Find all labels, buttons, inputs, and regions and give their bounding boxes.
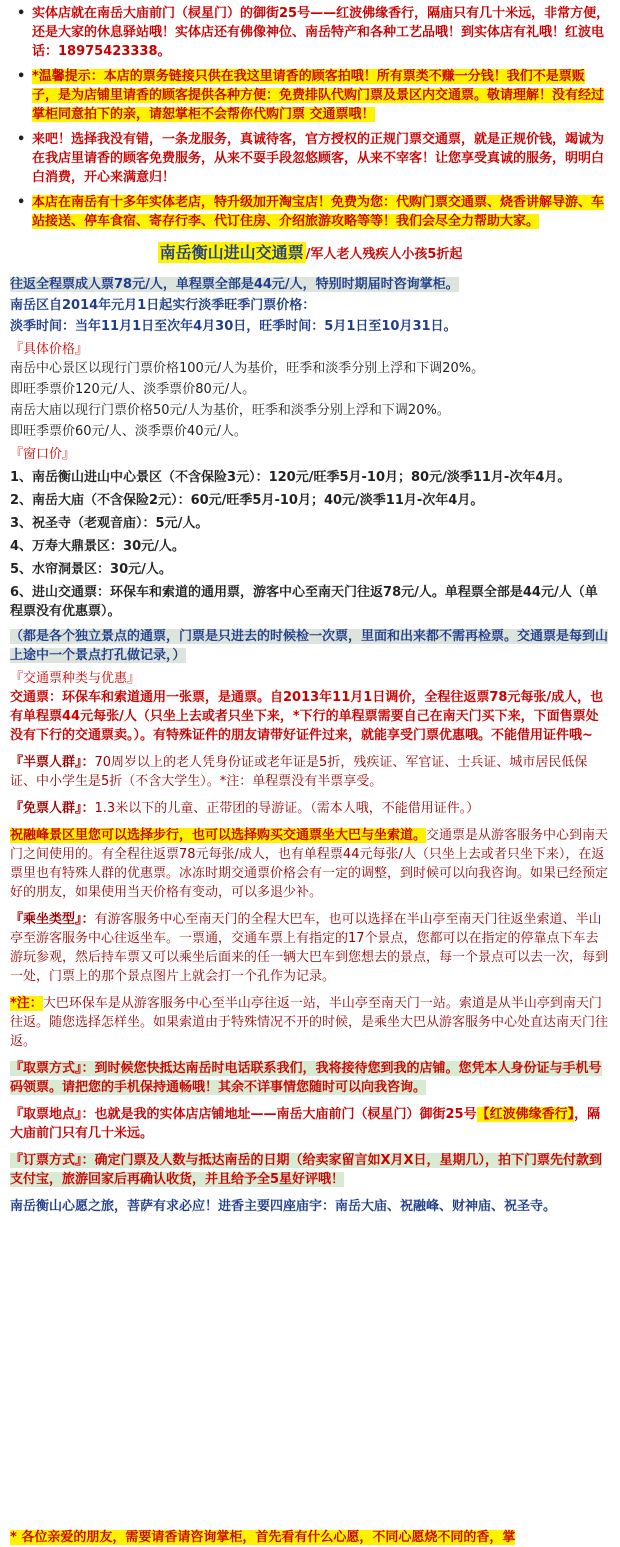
bullet-dot: • xyxy=(17,195,26,210)
bullet-warm-tip xyxy=(10,67,610,124)
ride-type-paragraph xyxy=(10,910,610,986)
bullet-dot: • xyxy=(17,69,26,84)
window-price-item: 5、水帘洞景区：30元/人。 xyxy=(10,562,172,577)
window-price-item: 1、南岳衡山进山中心景区（不含保险3元）：120元/旺季5月-10月；80元/淡季11月-次年4月。 xyxy=(10,470,571,485)
bullet-text: 本店在南岳有十多年实体老店，特升级加开淘宝店！免费为您：代购门票交通票、烧香讲解导游、车站接送、停车食宿、寄存行李、代订住房、介绍旅游攻略等等！我们会尽全力帮助大家。 xyxy=(32,195,605,229)
bullet-shop-location xyxy=(10,4,610,61)
window-price-note-text: （都是各个独立景点的通票，门票是只进去的时候检一次票，里面和出来都不需再检票。交通票是每到山上途中一个景点打孔做记录，） xyxy=(10,629,609,663)
ticket-types-paragraph: 交通票：环保车和索道通用一张票，是通票。自2013年11月1日调价，全程往返票78元每张/成人，也有单程票44元每张/人（只坐上去或者只坐下来，*下行的单程票需要自己在南天门买下来，下面售票处没有下行的交通票卖。）。有特殊证件的朋友请带好证件过来，就能享受门票优惠哦。不能借用证件哦~ xyxy=(10,690,604,743)
bus-note-text: 大巴环保车是从游客服务中心至半山亭往返一站，半山亭至南天门一站。索道是从半山亭到南天门往返。随您选择怎样坐。如果索道由于特殊情况不开的时候，是乘坐大巴从游客服务中心处直达南天门往返。 xyxy=(10,996,609,1049)
window-price-item: 3、祝圣寺（老观音庙）：5元/人。 xyxy=(10,516,209,531)
bullet-dot: • xyxy=(17,6,26,21)
pickup-place-tail: ，隔大庙前门只有几十米远。 xyxy=(10,1107,601,1141)
intro-round-trip-text: 往返全程票成人票78元/人，单程票全部是44元/人，特别时期届时咨询掌柜。 xyxy=(10,277,459,292)
half-price-text: 70周岁以上的老人凭身份证或老年证是5折，残疾证、军官证、士兵证、城市居民低保证、中小学生是5折（不含大学生）。*注：单程票没有半票享受。 xyxy=(10,755,588,789)
order-method-paragraph xyxy=(10,1151,610,1189)
specific-price-heading: 『具体价格』 xyxy=(10,342,89,357)
section-title xyxy=(10,241,610,267)
ride-type-label: 『乘坐类型』： xyxy=(10,912,95,927)
intro-seasons: 淡季时间：当年11月1日至次年4月30日，旺季时间：5月1日至10月31日。 xyxy=(10,319,457,334)
ride-type-text: 有游客服务中心至南天门的全程大巴车，也可以选择在半山亭至南天门往返坐索道、半山亭至游客服务中心往返坐车。一票通，交通车票上有指定的17个景点，您都可以在指定的停靠点下车去游玩参观，然后持车票又可以乘坐后面来的任一辆大巴车到您想去的景点，每一个景点可以去一次，每到一处，门票上的那个景点图片上就会打一个孔作为记录。 xyxy=(10,912,609,984)
pickup-place-label: 『取票地点』： xyxy=(10,1107,95,1122)
window-price-item: 6、进山交通票：环保车和索道的通用票，游客中心至南天门往返78元/人。单程票全部是44元/人（单程票没有优惠票）。 xyxy=(10,585,598,619)
wish-paragraph: 南岳衡山心愿之旅，菩萨有求必应！进香主要四座庙宇：南岳大庙、祝融峰、财神庙、祝圣寺。 xyxy=(10,1199,557,1214)
bus-note-label: *注： xyxy=(10,996,43,1011)
order-method-text: 确定门票及人数与抵达南岳的日期（给卖家留言如X月X日，星期几），拍下门票先付款到支付宝，旅游回家后再确认收货，并且给予全5星好评哦！ xyxy=(10,1153,603,1187)
pickup-method-text: 到时候您快抵达南岳时电话联系我们，我将接待您到我的店铺。您凭本人身份证与手机号码领票。请把您的手机保持通畅哦！其余不详事情您随时可以向我咨询。 xyxy=(10,1061,602,1095)
pickup-place-shop: 【红波佛缘香行】 xyxy=(476,1107,575,1122)
intro-since: 南岳区自2014年元月1日起实行淡季旺季门票价格： xyxy=(10,298,316,313)
cut-off-line xyxy=(10,1528,610,1547)
bullet-dot: • xyxy=(17,132,26,147)
pickup-method-paragraph xyxy=(10,1059,610,1097)
pickup-place-text: 也就是我的实体店店铺地址——南岳大庙前门（棂星门）御街25号 xyxy=(94,1107,477,1122)
specific-price-line: 南岳大庙以现行门票价格50元/人为基价，旺季和淡季分别上浮和下调20%。 xyxy=(10,403,450,418)
free-group xyxy=(10,799,610,818)
bus-note-paragraph xyxy=(10,994,610,1051)
bullet-shop-services xyxy=(10,193,610,231)
zhurong-highlight: 祝融峰景区里您可以选择步行，也可以选择购买交通票坐大巴与坐索道。 xyxy=(10,828,427,843)
bullet-choose-me xyxy=(10,130,610,187)
title-sub: /军人老人残疾人小孩5折起 xyxy=(305,247,463,262)
window-price-item: 2、南岳大庙（不含保险2元）：60元/旺季5月-10月；40元/淡季11月-次年4月。 xyxy=(10,493,484,508)
bullet-text: *温馨提示：本店的票务链接只供在我这里请香的顾客拍哦！所有票类不赚一分钱！我们不是票贩子，是为店铺里请香的顾客提供各种方便：免费排队代购门票及景区内交通票。敬请理解！没有经过掌柜同意拍下的亲，请恕掌柜不会帮你代购门票 交通票哦！ xyxy=(32,69,605,122)
window-price-heading: 『窗口价』 xyxy=(10,447,76,462)
specific-price-line: 即旺季票价60元/人、淡季票价40元/人。 xyxy=(10,424,247,439)
window-price-note xyxy=(10,627,610,665)
free-text: 1.3米以下的儿童、正带团的导游证。（需本人哦，不能借用证件。） xyxy=(94,801,480,816)
free-label: 『免票人群』： xyxy=(10,801,95,816)
title-main: 南岳衡山进山交通票 xyxy=(159,243,304,262)
bullet-text: 实体店就在南岳大庙前门（棂星门）的御街25号——红波佛缘香行，隔庙只有几十米远，非常方便，还是大家的休息驿站哦！实体店还有佛像神位、南岳特产和各种工艺品哦！到实体店有礼哦！红波电话：18975423338。 xyxy=(32,6,610,59)
pickup-place-paragraph xyxy=(10,1105,610,1143)
order-method-label: 『订票方式』： xyxy=(10,1153,95,1168)
window-price-item: 4、万寿大鼎景区：30元/人。 xyxy=(10,539,185,554)
ticket-types-heading: 『交通票种类与优惠』 xyxy=(10,671,141,686)
zhurong-rest: 交通票是从游客服务中心到南天门之间使用的。有全程往返票78元每张/成人，也有单程票44元每张/人（只坐上去或者只坐下来），在返票里也有特殊人群的优惠票。冰冻时期交通票价格会有一定的调整，到时候可以向我咨询。如果已经预定好的朋友，如果使用当天价格有变动，可以多退少补。 xyxy=(10,828,609,900)
specific-price-line: 南岳中心景区以现行门票价格100元/人为基价，旺季和淡季分别上浮和下调20%。 xyxy=(10,361,485,376)
half-price-group xyxy=(10,753,610,791)
specific-price-line: 即旺季票价120元/人、淡季票价80元/人。 xyxy=(10,382,256,397)
bullet-text: 来吧！选择我没有错，一条龙服务，真诚待客，官方授权的正规门票交通票，就是正规价钱，竭诚为在我店里请香的顾客免费服务，从来不耍手段忽悠顾客，从来不宰客！让您享受真诚的服务，明明白白消费，开心来满意归！ xyxy=(32,132,605,185)
cut-off-text: * 各位亲爱的朋友，需要请香请咨询掌柜，首先看有什么心愿，不同心愿烧不同的香，掌 xyxy=(10,1530,516,1545)
zhurong-paragraph xyxy=(10,826,610,902)
half-price-label: 『半票人群』： xyxy=(10,755,95,770)
intro-round-trip xyxy=(10,275,610,294)
pickup-method-label: 『取票方式』： xyxy=(10,1061,95,1076)
